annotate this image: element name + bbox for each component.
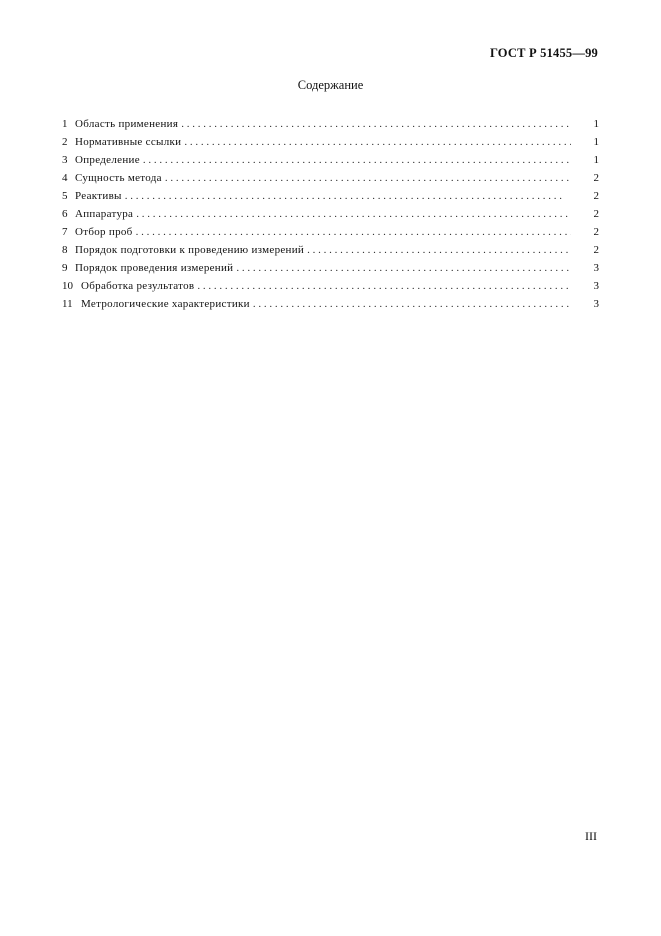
toc-item[interactable] <box>62 223 599 241</box>
toc-item-page: 2 <box>593 208 599 220</box>
toc-item-page: 2 <box>593 226 599 238</box>
table-of-contents <box>62 115 599 313</box>
toc-dot-leader <box>136 223 571 241</box>
toc-item-number: 4 <box>62 172 68 184</box>
toc-dot-leader <box>181 115 571 133</box>
toc-dot-leader <box>184 133 571 151</box>
toc-dot-leader <box>197 277 571 295</box>
toc-item-title: Отбор проб <box>75 226 133 238</box>
toc-item[interactable] <box>62 295 599 313</box>
toc-item-number: 3 <box>62 154 68 166</box>
toc-item-number: 9 <box>62 262 68 274</box>
toc-dot-leader <box>253 295 571 313</box>
toc-item-title: Порядок подготовки к проведению измерений <box>75 244 305 256</box>
toc-item-page: 3 <box>593 298 599 310</box>
toc-dot-leader <box>143 151 571 169</box>
toc-item[interactable] <box>62 187 599 205</box>
toc-item-title: Аппаратура <box>75 208 134 220</box>
toc-item-title: Обработка результатов <box>81 280 195 292</box>
page-number: III <box>585 829 597 843</box>
toc-item-title: Метрологические характеристики <box>81 298 250 310</box>
toc-item[interactable] <box>62 115 599 133</box>
toc-item[interactable] <box>62 205 599 223</box>
toc-item-number: 6 <box>62 208 68 220</box>
toc-item-page: 2 <box>593 244 599 256</box>
toc-title: Содержание <box>297 78 364 92</box>
toc-item-page: 1 <box>593 154 599 166</box>
toc-dot-leader <box>236 259 571 277</box>
toc-dot-leader <box>307 241 571 259</box>
toc-item-page: 1 <box>593 118 599 130</box>
toc-item-title: Сущность метода <box>75 172 162 184</box>
toc-dot-leader <box>136 205 571 223</box>
toc-item[interactable] <box>62 241 599 259</box>
toc-item-title: Нормативные ссылки <box>75 136 182 148</box>
toc-item[interactable] <box>62 277 599 295</box>
toc-item[interactable] <box>62 169 599 187</box>
toc-item-title: Реактивы <box>75 190 122 202</box>
toc-item-number: 1 <box>62 118 68 130</box>
toc-item[interactable] <box>62 259 599 277</box>
toc-item-page: 3 <box>593 262 599 274</box>
toc-item-page: 2 <box>593 190 599 202</box>
toc-item-number: 2 <box>62 136 68 148</box>
toc-item-title: Область применения <box>75 118 179 130</box>
toc-item-number: 8 <box>62 244 68 256</box>
toc-item-title: Порядок проведения измерений <box>75 262 234 274</box>
toc-dot-leader <box>125 187 571 205</box>
document-code: ГОСТ Р 51455—99 <box>489 46 598 60</box>
toc-item-number: 7 <box>62 226 68 238</box>
toc-item-page: 2 <box>593 172 599 184</box>
toc-item-title: Определение <box>75 154 140 166</box>
toc-dot-leader <box>165 169 571 187</box>
toc-item[interactable] <box>62 151 599 169</box>
toc-item-page: 3 <box>593 280 599 292</box>
toc-item-number: 10 <box>62 280 73 292</box>
toc-item-number: 11 <box>62 298 73 310</box>
toc-item-page: 1 <box>593 136 599 148</box>
toc-item[interactable] <box>62 133 599 151</box>
toc-item-number: 5 <box>62 190 68 202</box>
